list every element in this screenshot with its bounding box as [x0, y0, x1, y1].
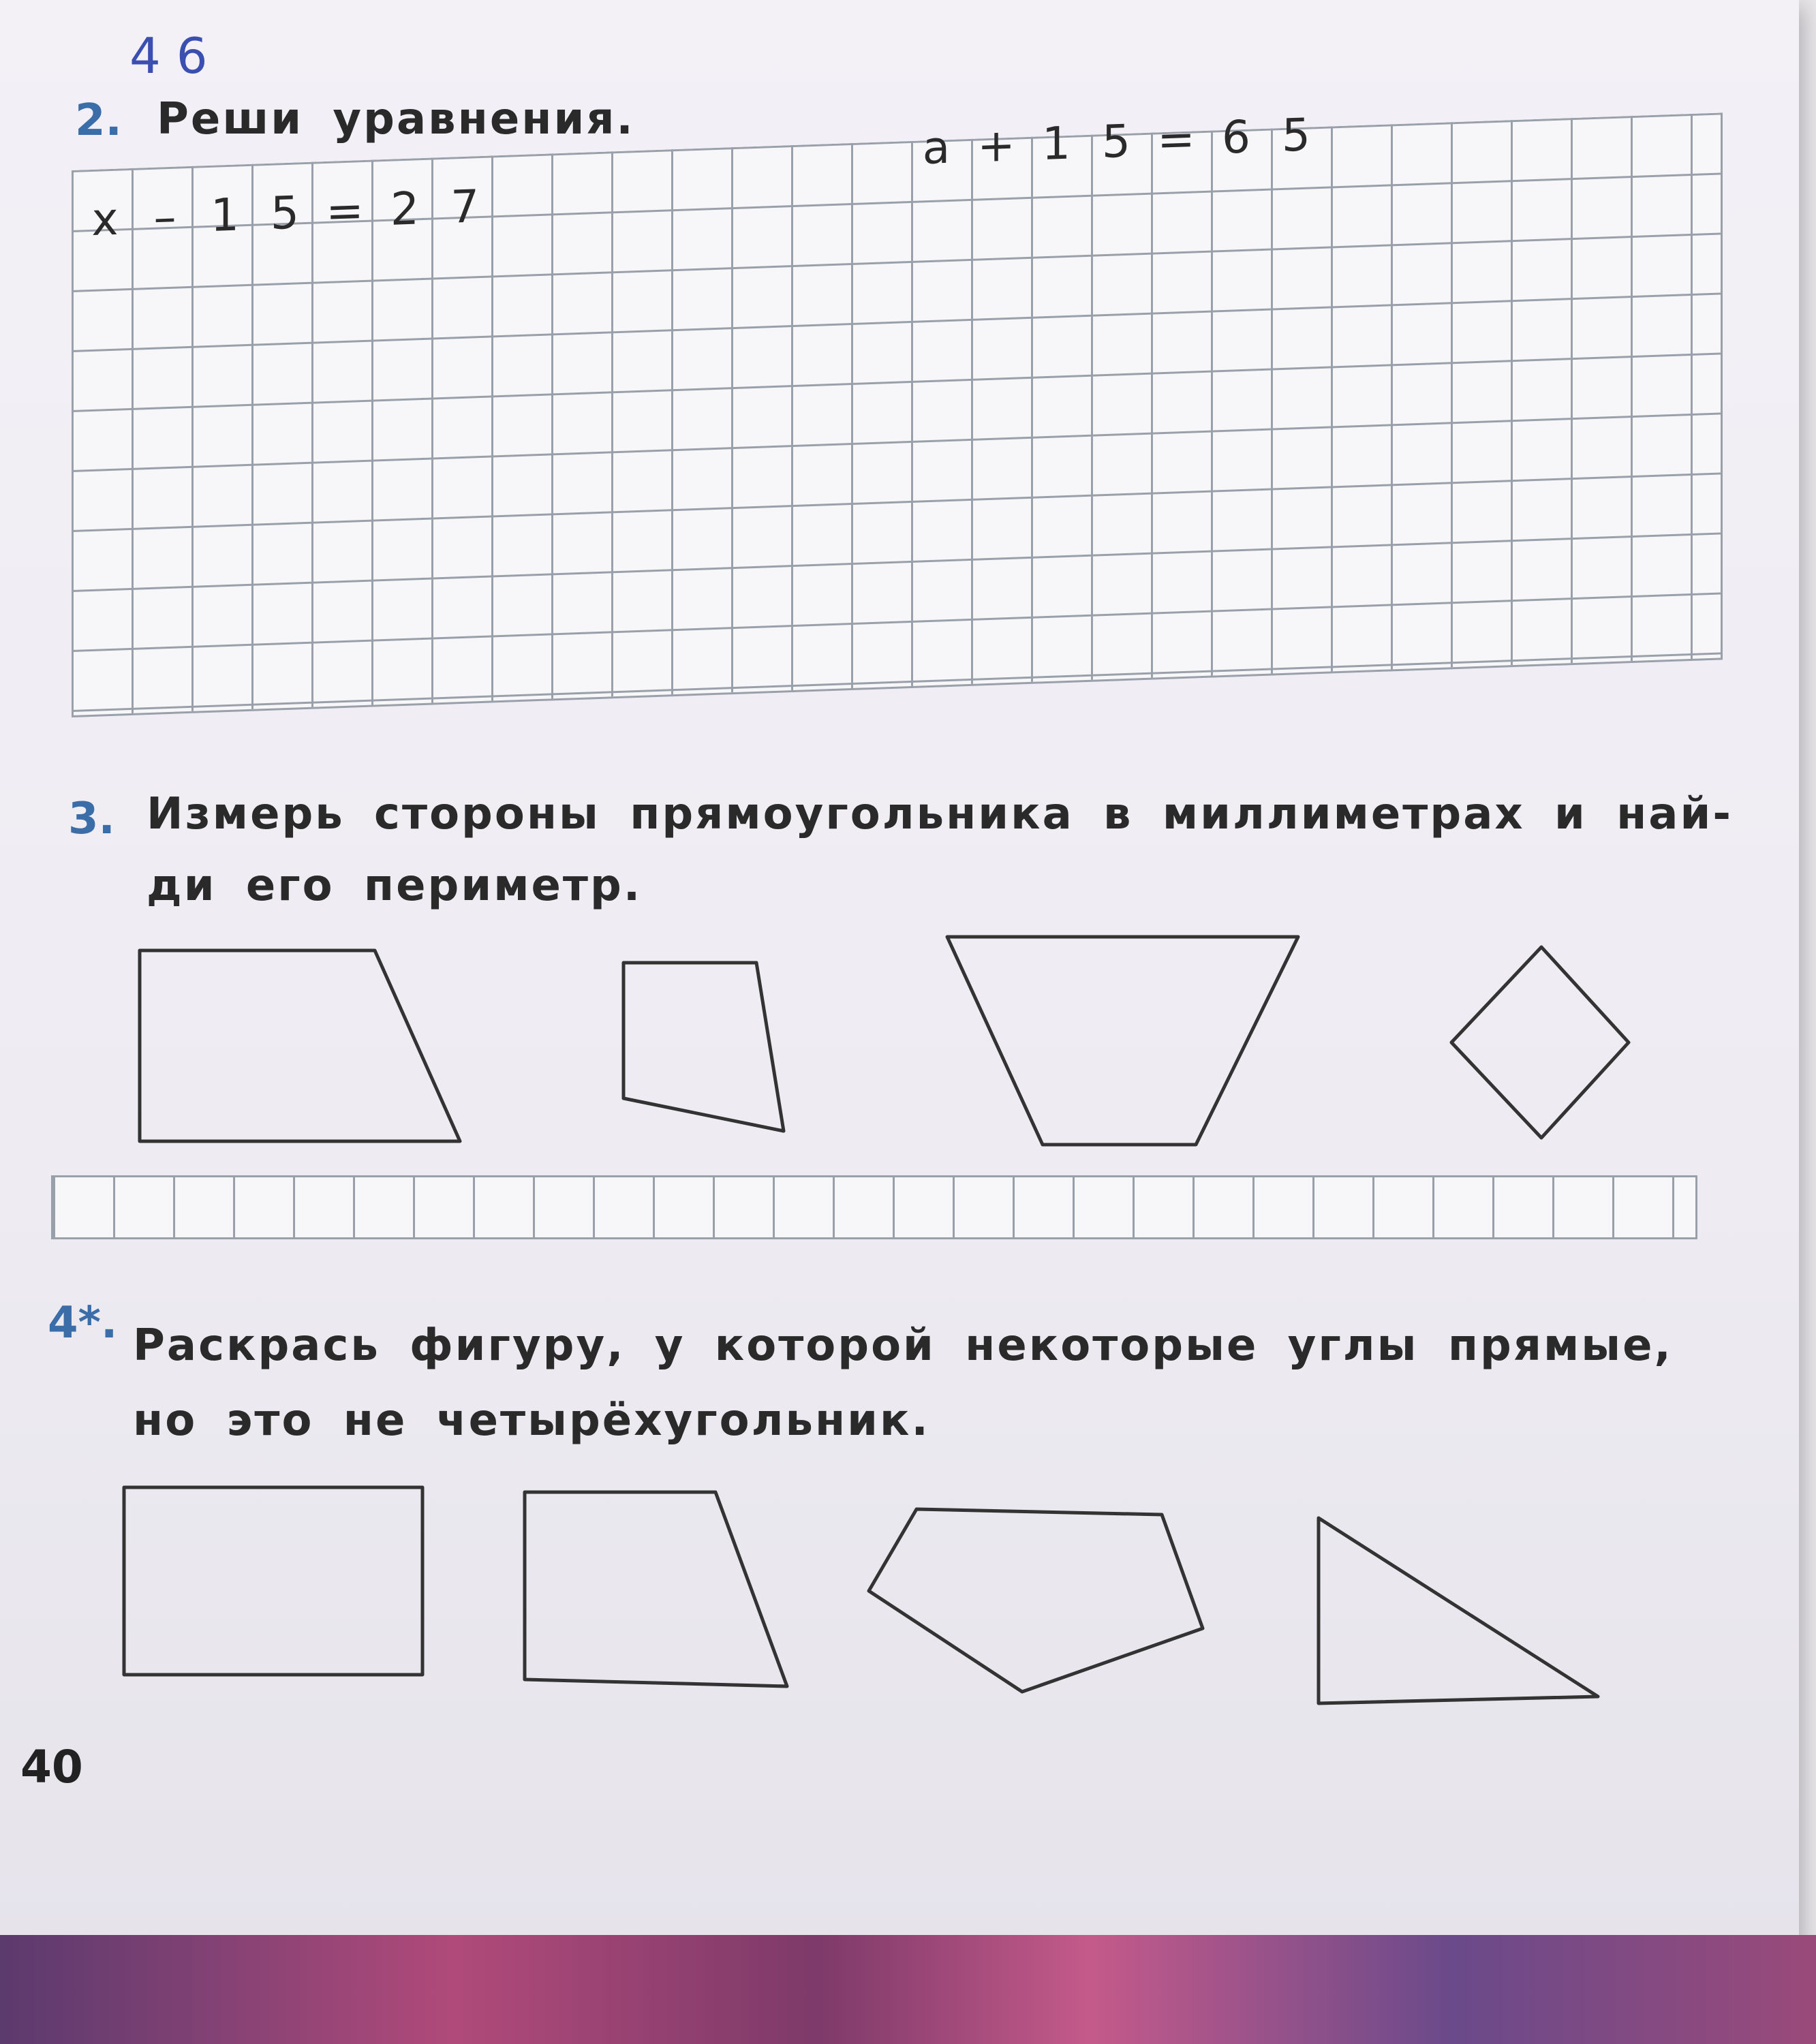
eq1-token: x [91, 192, 119, 247]
task-3-text-line2: ди его периметр. [147, 861, 643, 911]
eq1-token: 7 [450, 180, 479, 234]
eq2-token: 5 [1102, 114, 1130, 168]
eq2-token: 6 [1222, 110, 1250, 164]
t4-shape-rectangle [124, 1487, 422, 1675]
eq2-token: 1 [1042, 117, 1071, 171]
eq2-token: + [977, 119, 1015, 173]
task-3-number: 3. [68, 794, 115, 844]
page-number: 40 [20, 1741, 83, 1793]
t4-shape-pentagon [869, 1509, 1203, 1692]
t3-shape-rhombus [1451, 947, 1629, 1138]
task-4-number: 4*. [48, 1298, 118, 1348]
eq1-token: 2 [390, 182, 419, 236]
eq2-token: = [1157, 112, 1195, 167]
handwritten-note: 4 6 [129, 27, 208, 84]
t3-shape-trapezoid-right [140, 950, 460, 1141]
t4-shape-trapezoid [525, 1492, 787, 1686]
eq1-token: 5 [271, 186, 299, 240]
eq1-token: = [326, 184, 364, 238]
t3-shape-quadrilateral [624, 963, 784, 1131]
eq2-token: a [922, 121, 951, 175]
eq2-token: 5 [1282, 108, 1310, 162]
background-fabric [0, 1935, 1816, 2044]
eq1-token: – [153, 190, 176, 244]
task-4-text-line1: Раскрась фигуру, у которой некоторые углы прямые, [133, 1320, 1673, 1371]
task-2-text: Реши уравнения. [157, 94, 635, 144]
t4-shape-right-triangle [1319, 1518, 1598, 1703]
eq1-token: 1 [211, 188, 239, 243]
task-3-text-line1: Измерь стороны прямоугольника в миллиметрах и най- [147, 789, 1733, 839]
task-2-number: 2. [75, 95, 122, 146]
t3-shape-trapezoid-inverted [947, 937, 1298, 1145]
task-4-text-line2: но это не четырёхугольник. [133, 1395, 930, 1446]
